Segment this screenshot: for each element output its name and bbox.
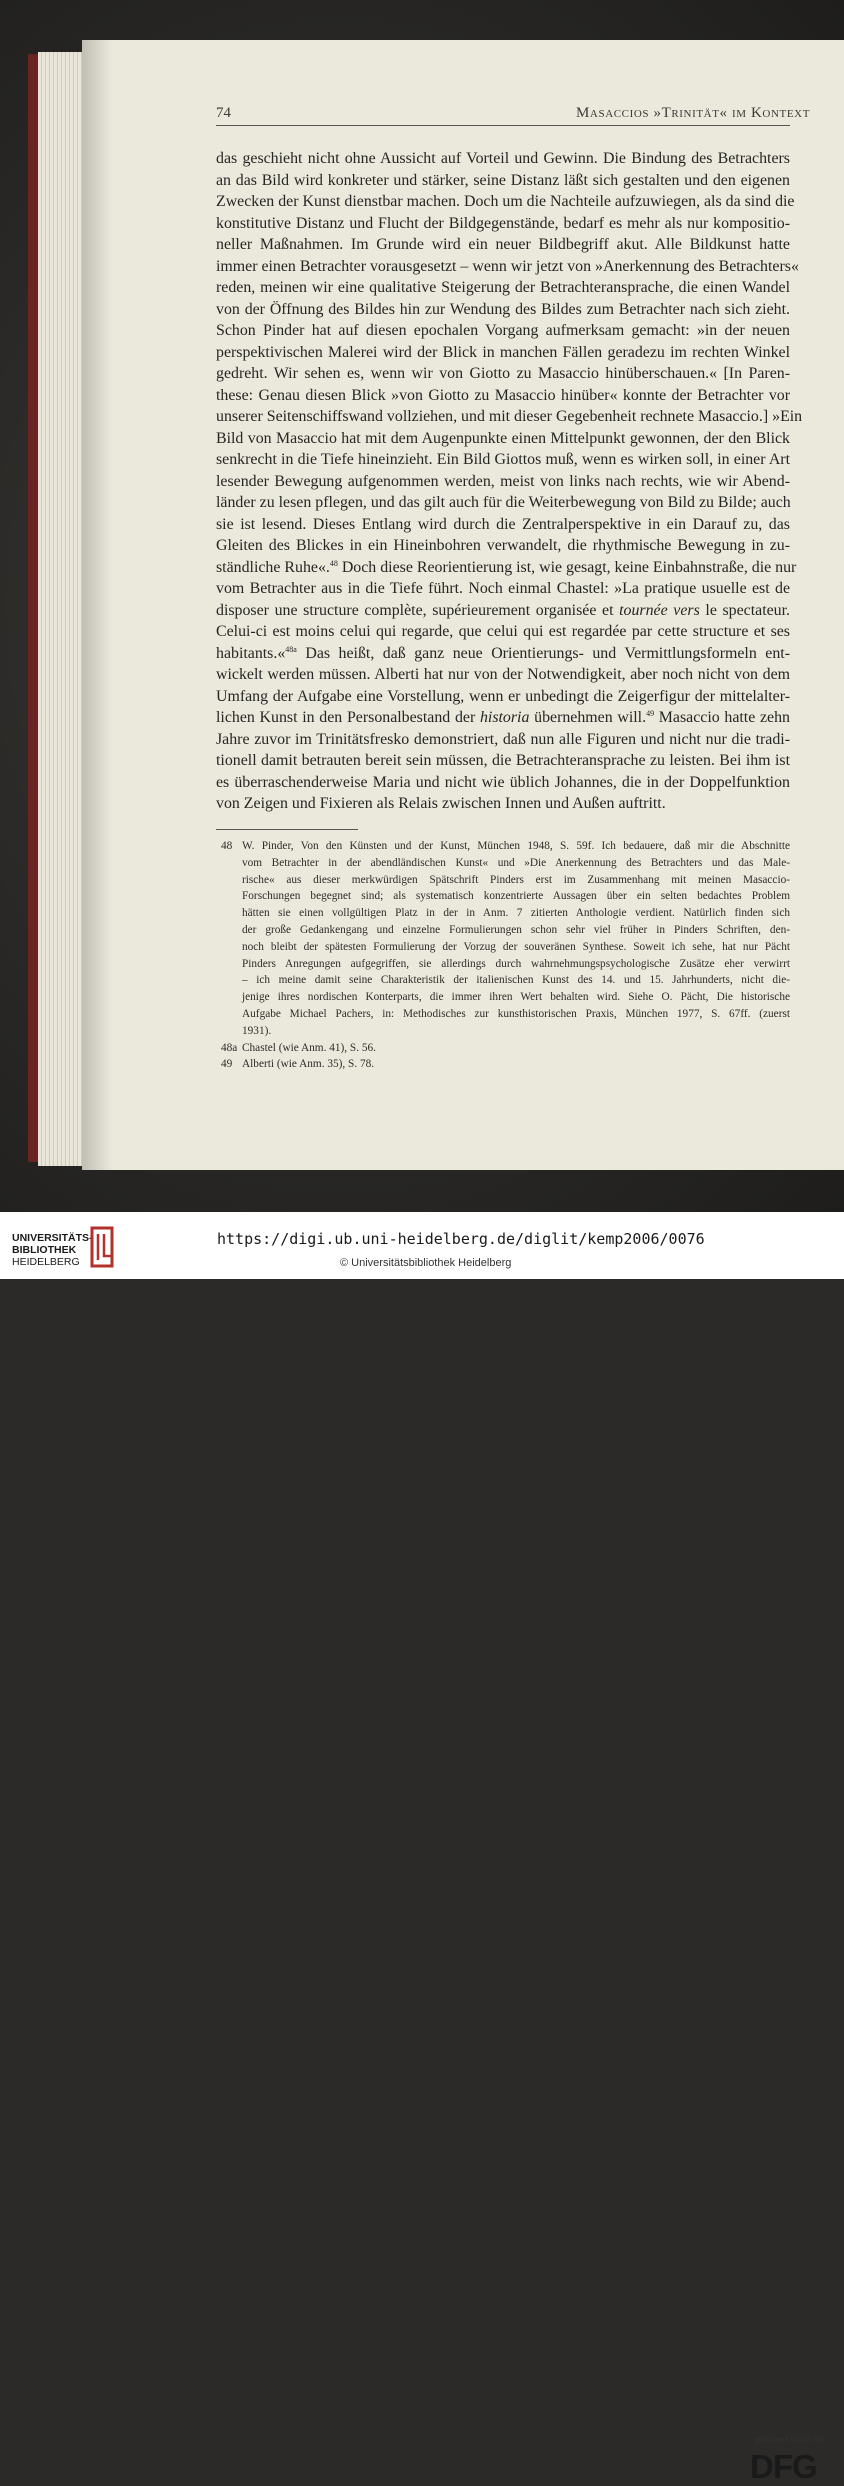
footnote-line: W. Pinder, Von den Künsten und der Kunst, München 1948, S. 59f. Ich bedauere, daß mir die Abschnitte [242,840,790,852]
body-line: vom Betrachter aus in die Tiefe führt. Noch einmal Chastel: »La pratique usuelle est de [216,580,790,597]
library-line-2: BIBLIOTHEK [12,1244,77,1256]
body-line: Celui-ci est moins celui qui regarde, que celui qui est regardée par cette structure et ses [216,623,790,640]
footnote-number: 48 [221,840,233,852]
library-line-1: UNIVERSITÄTS- [12,1232,93,1244]
footnote-line: Aufgabe Michael Pachers, in: Methodisches zur kunsthistorischen Praxis, München 1977, S. 67ff. (zuerst [242,1007,790,1020]
body-line: Schon Pinder hat auf diesen epochalen Vorgang aufmerksam gemacht: »in der neuen [216,322,790,339]
body-line: Umfang der Aufgabe eine Vorstellung, wenn er unbedingt die Zeigerfigur der mittelalter- [216,687,790,705]
footnote-line: vom Betrachter in der abendländischen Kunst« und »Die Anerkennung des Betrachters und das Male- [242,856,790,869]
footnote-rule [216,829,358,830]
body-line: das geschieht nicht ohne Aussicht auf Vorteil und Gewinn. Die Bindung des Betrachters [216,150,790,167]
body-line: disposer une structure complète, supérieurement organisée et tournée vers le spectateur. [216,601,791,619]
body-line: wickelt werden müssen. Alberti hat nur von der Notwendigkeit, aber noch nicht von dem [216,666,790,683]
body-line: perspektivischen Malerei wird der Blick in manchen Fällen geradezu im rechten Winkel [216,343,790,361]
header-rule [216,125,790,126]
body-text [216,148,803,815]
body-line: gedreht. Wir sehen es, wenn wir von Giotto zu Masaccio hinüberschauen.« [In Paren- [216,365,790,382]
body-line: Gleiten des Blickes in ein Hineinbohren verwandelt, die rhythmische Bewegung in zu- [216,537,790,554]
body-line: von der Öffnung des Bildes hin zur Wendung des Bildes zum Betrachter nach sich zieht. [216,300,790,318]
page-url-link[interactable]: https://digi.ub.uni-heidelberg.de/diglit/kemp2006/0076 [217,1230,705,1248]
footnote-line: Chastel (wie Anm. 41), S. 56. [242,1041,376,1054]
body-line: sie ist lesend. Dieses Entlang wird durch die Zentralperspektive in ein Darauf zu, das [216,515,790,533]
footnote-number: 48a [221,1041,238,1054]
library-logo-text [12,1232,93,1268]
footnote-line: der große Gedankengang und einzelne Formulierungen schon sehr viel früher in Pinders Schriften, den- [242,923,790,936]
body-line: lichen Kunst in den Personalbestand der historia übernehmen will.$^{49}$ Masaccio hatte zehn [216,709,790,726]
library-logo-icon [88,1226,118,1268]
body-line: von Zeigen und Fixieren als Relais zwischen Innen und Außen auftritt. [216,795,666,812]
library-line-3: HEIDELBERG [12,1256,80,1268]
footnote-line: Alberti (wie Anm. 35), S. 78. [242,1058,375,1071]
body-line: habitants.«$^{48a}$ Das heißt, daß ganz neue Orientierungs- und Vermittlungsformeln ent- [216,644,790,662]
footnote [216,1040,790,1057]
footnotes [216,838,790,1073]
footnote [216,1056,790,1073]
footnote-line: rische« aus dieser merkwürdigen Spätschrift Pinders erst im Zusammenhang mit meinen Masaccio- [242,873,790,886]
footnote-line: – ich meine damit seine Charakteristik der italienischen Kunst des 14. und 15. Jahrhunderts, nicht die- [242,974,790,987]
footnote [216,838,790,1040]
copyright-notice: © Universitätsbibliothek Heidelberg [340,1257,512,1269]
page-gutter-shadow [82,40,112,1170]
footnote-line: Forschungen begegnet sind; als systematisch konzentrierte Aussagen über ein selten bedachtes Problem [242,890,790,903]
body-line: these: Genau diesen Blick »von Giotto zu Masaccio hinüber« konnte der Betrachter vor [216,386,790,404]
body-line: immer einen Betrachter vorausgesetzt – wenn wir jetzt von »Anerkennung des Betrachters« [216,257,799,275]
footnote-number: 49 [221,1058,233,1071]
footnote-line: noch bleibt der spätesten Formulierung der Vorzug der souveränen Synthese. Soweit ich sehe, hat nur Pächt [242,940,790,953]
footnote-line: jenige ihres nordischen Konterparts, die immer ihren Wert behalten wird. Siehe O. Pächt, Die historische [242,991,790,1004]
body-line: Zwecken der Kunst dienstbar machen. Doch um die Nachteile aufzuwiegen, als da sind die [216,193,795,210]
body-line: Bild von Masaccio hat mit dem Augenpunkte einen Mittelpunkt gewonnen, der den Blick [216,429,790,447]
body-line: es überraschenderweise Maria und nicht wie üblich Johannes, die in der Doppelfunktion [216,773,790,791]
body-line: an das Bild wird konkreter und stärker, seine Distanz läßt sich gestalten und den eigenen [216,171,790,189]
body-line: konstitutive Distanz und Flucht der Bildgegenstände, bedarf es mehr als nur kompositio- [216,214,790,232]
body-line: senkrecht in die Tiefe hineinzieht. Ein Bild Giottos muß, wenn es wirken soll, in einer Art [216,451,790,468]
dfg-logo: DFG [750,2448,817,2485]
funding-caption: gefördert durch die [754,2434,826,2444]
page-number: 74 [216,105,231,121]
body-line: ständliche Ruhe«.$^{48}$ Doch diese Reorientierung ist, wie gesagt, keine Einbahnstraße, die nur [216,558,797,576]
body-line: länder zu lesen pflegen, und das gilt auch für die Weiterbewegung von Bild zu Bilde; auch [216,494,791,511]
footnote-line: 1931). [242,1024,272,1037]
footnote-line: Pinders Anregungen aufgegriffen, sie allerdings durch wahrnehmungspsychologische Zusätze eher verwirrt [242,957,790,970]
body-line: tionell damit betrauten bereit sein müssen, die Betrachteransprache zu leisten. Bei ihm ist [216,752,790,769]
footnote-line: hätten sie einen vollgültigen Platz in der in Anm. 7 zitierten Anthologie verdient. Natürlich finden sich [242,907,790,920]
body-line: Jahre zuvor im Trinitätsfresko demonstriert, daß nun alle Figuren und nicht nur die tradi- [216,730,790,748]
body-line: unserer Seitenschiffswand vollziehen, und mit dieser Gegebenheit rechnete Masaccio.] »Ein [216,408,803,425]
body-line: neller Maßnahmen. Im Grunde wird ein neuer Bildbegriff akut. Alle Bildkunst hatte [216,236,790,253]
body-line: lesender Bewegung aufgenommen werden, meist von links nach rechts, wie wir Abend- [216,472,790,490]
running-title: Masaccios »Trinität« im Kontext [576,105,811,121]
body-line: reden, meinen wir eine qualitative Steigerung der Betrachteransprache, die einen Wandel [216,279,790,296]
